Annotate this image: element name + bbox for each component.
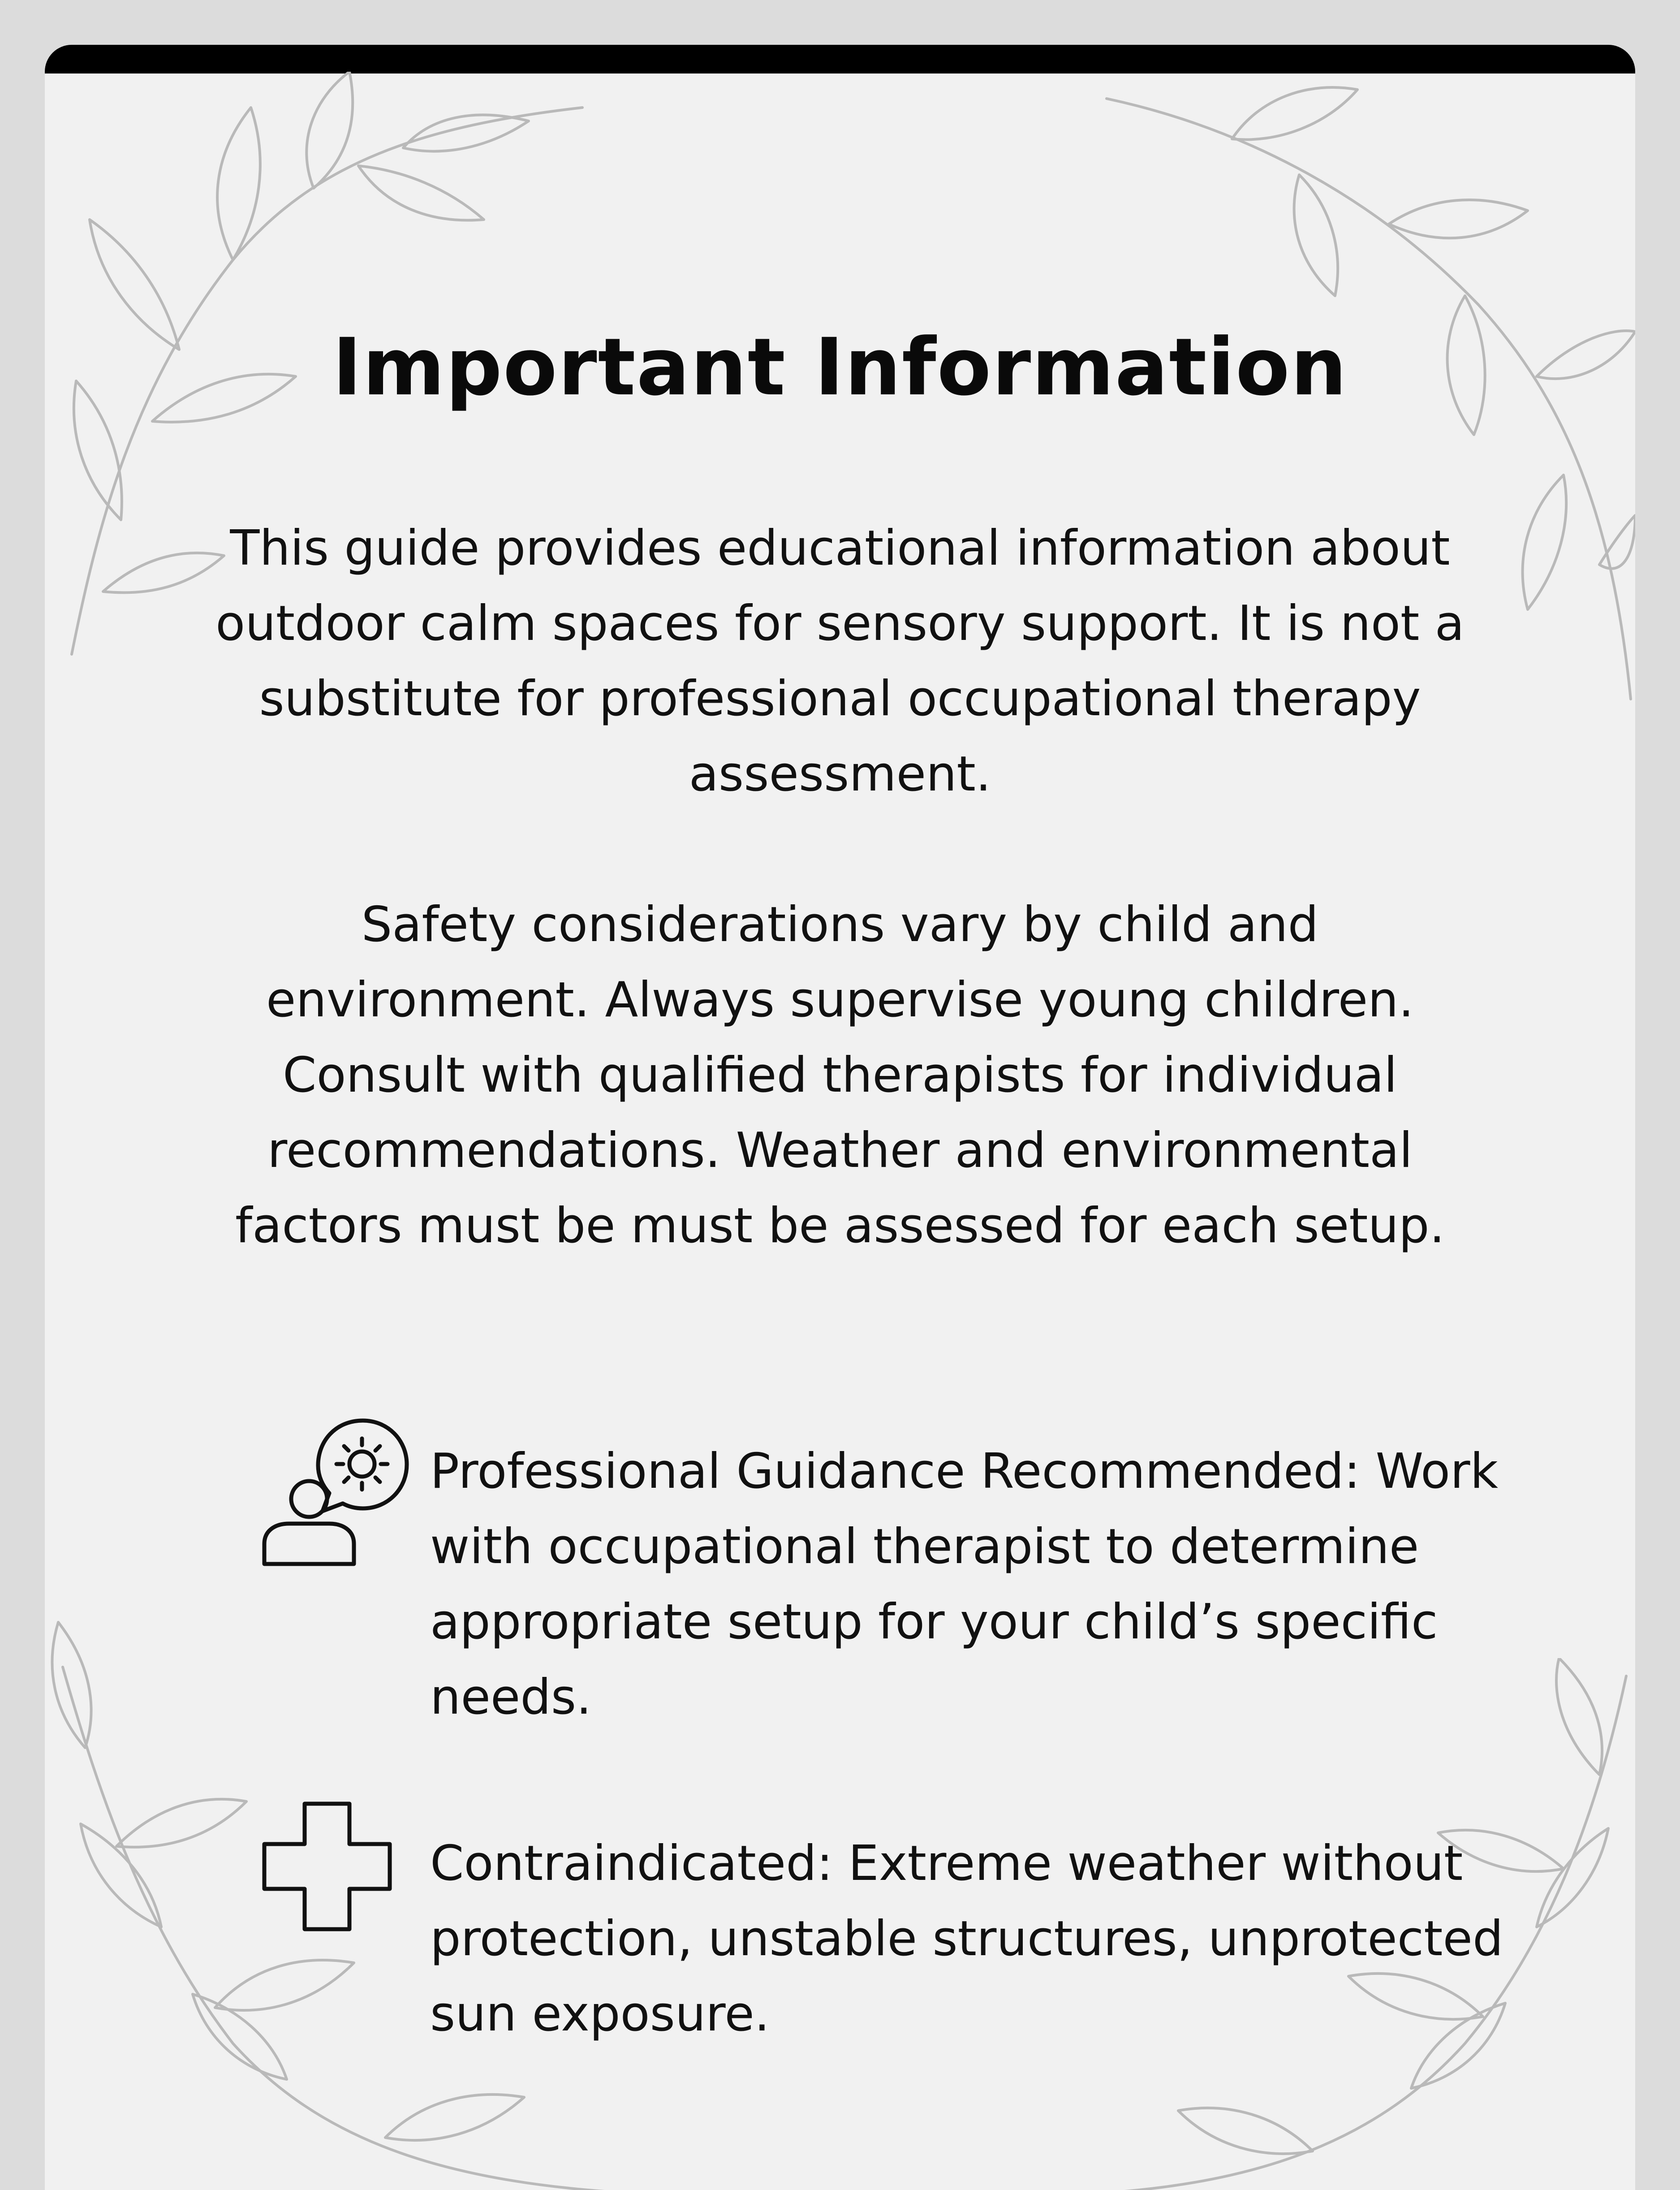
disclaimer-paragraph: This guide provides educational information about outdoor calm spaces for sensory support. It is not a substitute for professional occupational therapy assessment. — [215, 520, 1465, 802]
page-title: Important Information — [332, 321, 1348, 413]
contraindicated-text: Contraindicated: Extreme weather without protection, unstable structures, unprotected sun exposure. — [430, 1836, 1503, 2042]
medical-cross-icon — [253, 1790, 401, 1943]
safety-paragraph: Safety considerations vary by child and environment. Always supervise young children. Consult with qualified therapists for individual recommendations. Weather and environmental factors must be must be assessed for each setup. — [235, 897, 1445, 1254]
person-gear-speech-icon — [242, 1394, 412, 1618]
top-bar — [45, 45, 1635, 73]
professional-guidance-text: Professional Guidance Recommended: Work with occupational therapist to determine appropriate setup for your child’s specific needs. — [430, 1443, 1499, 1725]
info-page — [45, 45, 1635, 2190]
